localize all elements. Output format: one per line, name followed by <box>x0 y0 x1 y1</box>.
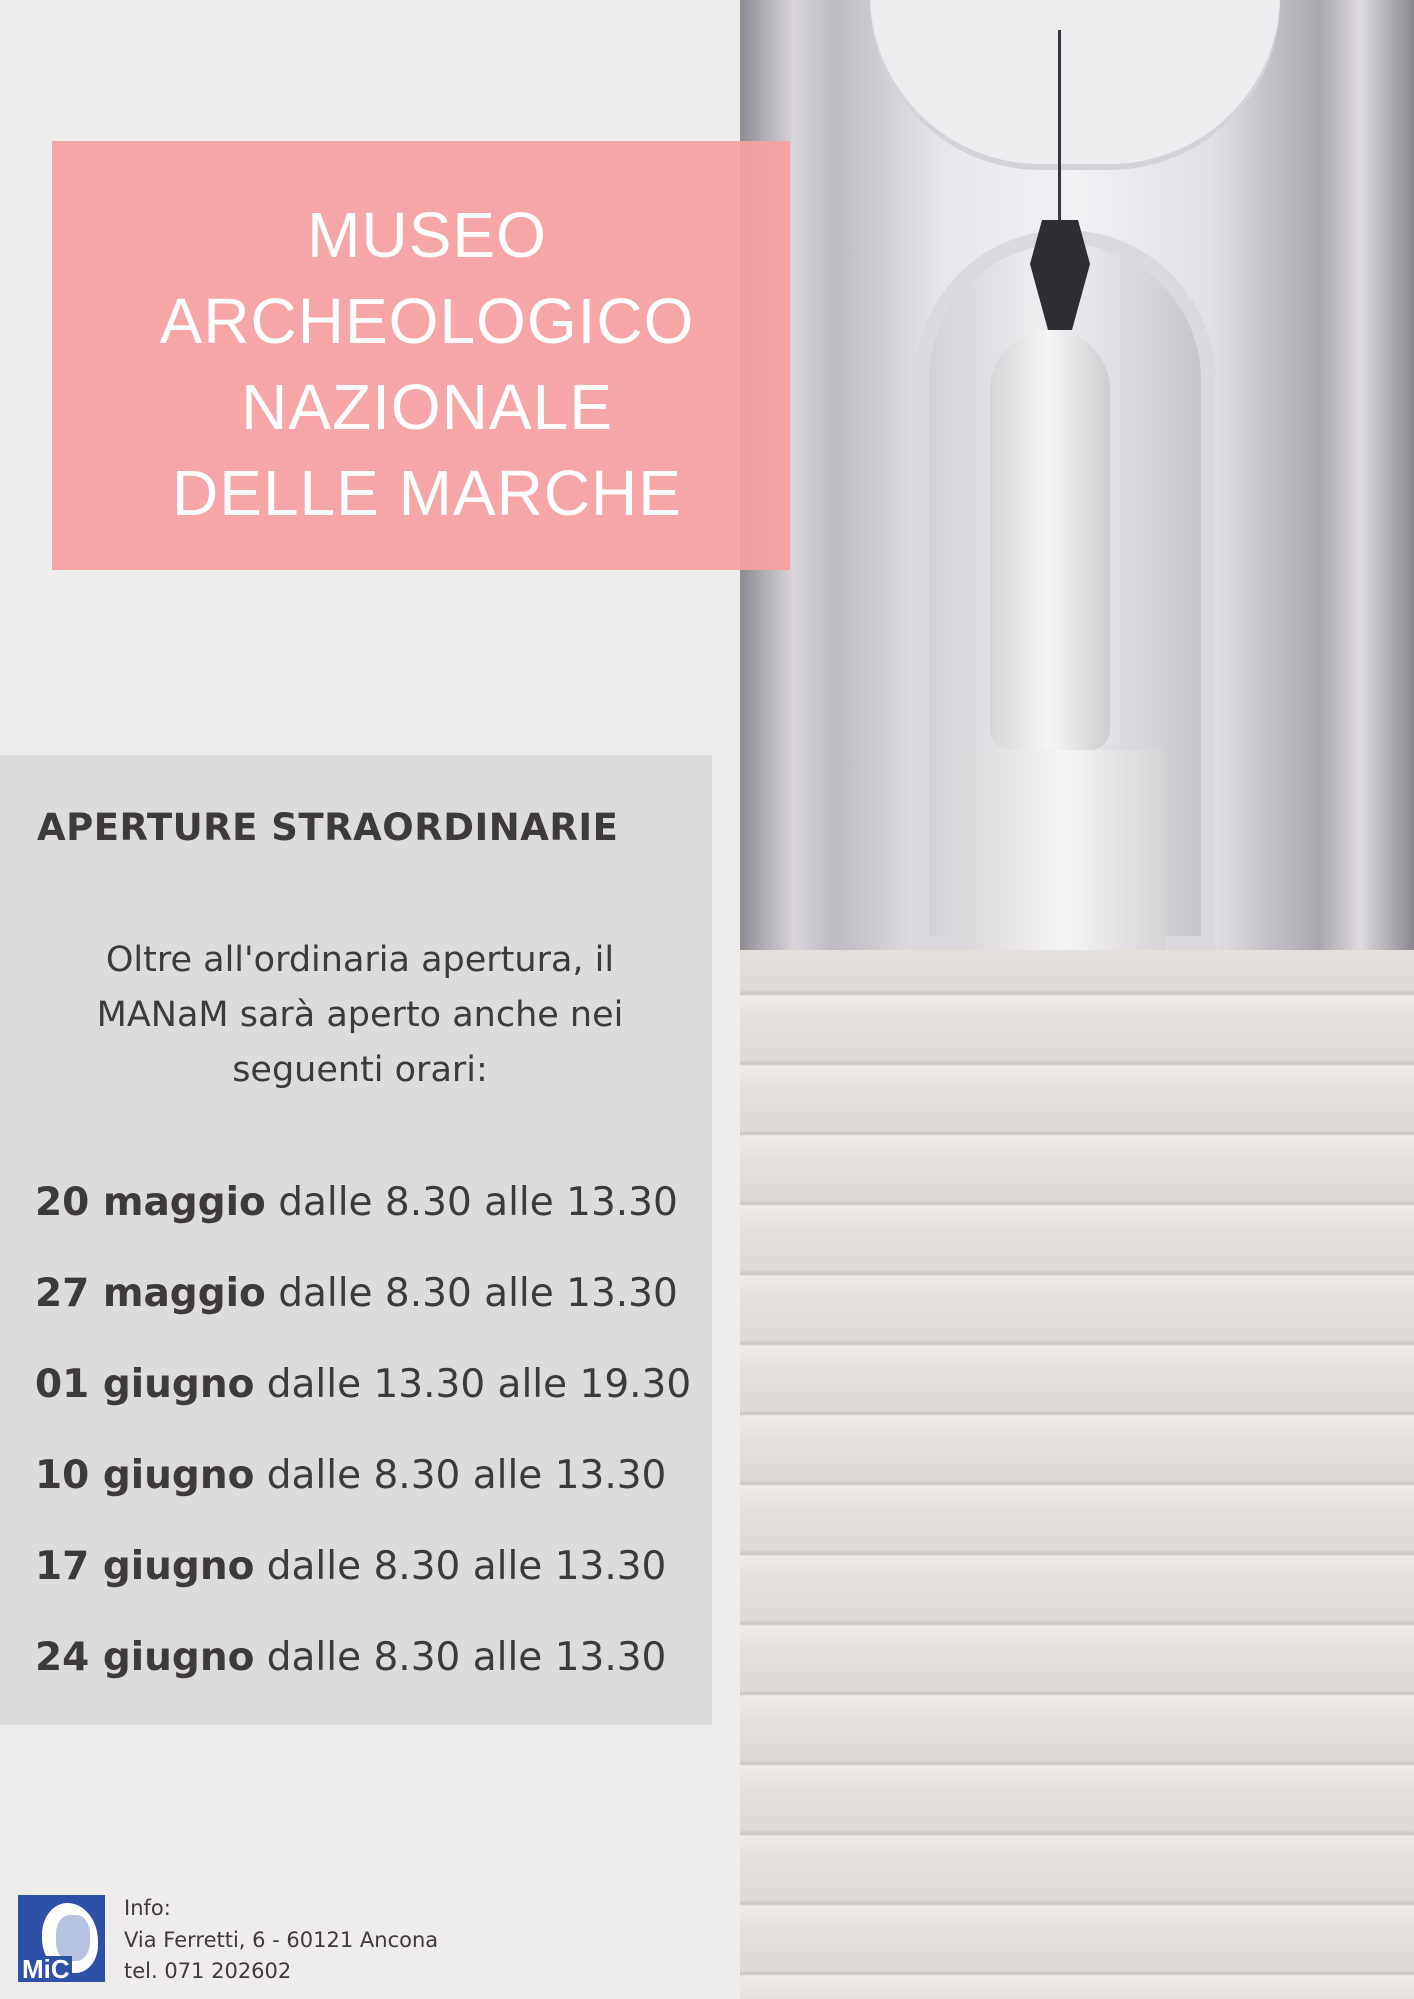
opening-row <box>35 1271 678 1316</box>
opening-hours: dalle 8.30 alle 13.30 <box>278 1180 678 1225</box>
opening-date: 24 giugno <box>35 1635 255 1680</box>
mic-logo <box>18 1895 105 1982</box>
opening-date: 17 giugno <box>35 1544 255 1589</box>
opening-date: 27 maggio <box>35 1271 266 1316</box>
photo-pedestal <box>965 750 1165 950</box>
photo-stairs <box>740 950 1414 1999</box>
opening-hours: dalle 8.30 alle 13.30 <box>266 1453 667 1498</box>
opening-date: 20 maggio <box>35 1180 266 1225</box>
opening-hours: dalle 8.30 alle 13.30 <box>278 1271 678 1316</box>
opening-row <box>35 1180 678 1225</box>
title-line: NAZIONALE <box>241 371 613 443</box>
title-line: ARCHEOLOGICO <box>159 285 695 357</box>
opening-row <box>35 1453 667 1498</box>
openings-heading: APERTURE STRAORDINARIE <box>37 806 619 849</box>
footer-label: Info: <box>124 1896 171 1920</box>
photo-statue <box>990 330 1110 750</box>
footer-address: Via Ferretti, 6 - 60121 Ancona <box>124 1928 439 1952</box>
logo-text: MiC <box>22 1954 70 1982</box>
title-line: DELLE MARCHE <box>172 457 682 529</box>
intro-line: Oltre all'ordinaria apertura, il <box>105 940 615 980</box>
intro-line: MANaM sarà aperto anche nei <box>96 995 624 1035</box>
opening-date: 10 giugno <box>35 1453 255 1498</box>
intro-line: seguenti orari: <box>232 1050 488 1090</box>
opening-hours: dalle 8.30 alle 13.30 <box>266 1635 667 1680</box>
title-line: MUSEO <box>307 199 547 271</box>
museum-staircase-photo <box>740 0 1414 1999</box>
opening-hours: dalle 13.30 alle 19.30 <box>266 1362 692 1407</box>
opening-row <box>35 1544 667 1589</box>
opening-row <box>35 1362 692 1407</box>
opening-hours: dalle 8.30 alle 13.30 <box>266 1544 667 1589</box>
opening-row <box>35 1635 667 1680</box>
opening-date: 01 giugno <box>35 1362 255 1407</box>
footer-phone: tel. 071 202602 <box>124 1959 292 1983</box>
photo-lantern-chain <box>1058 30 1061 220</box>
